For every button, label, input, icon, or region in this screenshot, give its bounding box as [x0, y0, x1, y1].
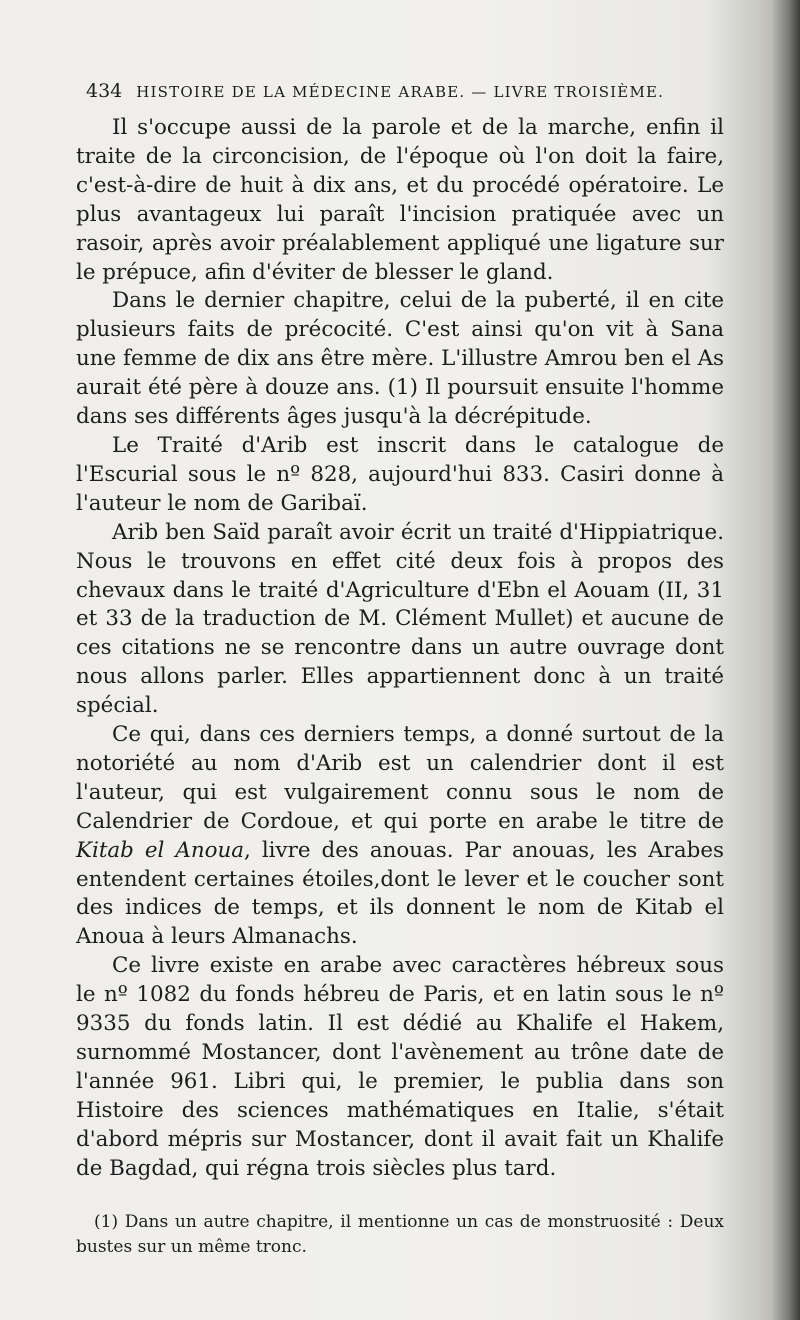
paragraph-3: Le Traité d'Arib est inscrit dans le catalogue de l'Escurial sous le nº 828, aujourd'hui 833. Casiri donne à l'auteur le nom de Garibaï. — [76, 432, 724, 516]
main-text — [76, 114, 724, 1184]
footnote-text: (1) Dans un autre chapitre, il mentionne un cas de monstruosité : Deux bustes sur un même tronc. — [76, 1212, 724, 1257]
paragraph-5-part-1: Ce qui, dans ces derniers temps, a donné surtout de la notoriété au nom d'Arib est un calendrier dont il est l'auteur, qui est vulgairement connu sous le nom de Calendrier de Cordoue, et qui porte en arabe le titre de — [76, 722, 724, 834]
paragraph-5-part-2: , livre des anouas. Par anouas, les Arabes entendent certaines étoiles,dont le lever et le coucher sont des indices de temps, et ils donnent le nom de Kitab el Anoua à leurs Almanachs. — [76, 837, 724, 950]
running-title: HISTOIRE DE LA MÉDECINE ARABE. — LIVRE TROISIÈME. — [136, 83, 665, 101]
paragraph-1: Il s'occupe aussi de la parole et de la marche, enfin il traite de la circoncision, de l'époque où l'on doit la faire, c'est-à-dire de huit à dix ans, et du procédé opératoire. Le plus avantageux lui paraît l'incision pratiquée avec un rasoir, après avoir préalablement appliqué une ligature sur le prépuce, afin d'éviter de blesser le gland. — [76, 115, 724, 285]
book-title-kitab-el-anoua: Kitab el Anoua — [76, 837, 245, 863]
footnote — [76, 1210, 724, 1260]
binding-shadow — [772, 0, 800, 1320]
paragraph-4: Arib ben Saïd paraît avoir écrit un traité d'Hippiatrique. Nous le trouvons en effet cité deux fois à propos des chevaux dans le traité d'Agriculture d'Ebn el Aouam (II, 31 et 33 de la traduction de M. Clément Mullet) et aucune de ces citations ne se rencontre dans un autre ouvrage dont nous allons parler. Elles appartiennent donc à un traité spécial. — [76, 519, 724, 719]
paragraph-2: Dans le dernier chapitre, celui de la puberté, il en cite plusieurs faits de précocité. C'est ainsi qu'on vit à Sana une femme de dix ans être mère. L'illustre Amrou ben el As aurait été père à douze ans. (1) Il poursuit ensuite l'homme dans ses différents âges jusqu'à la décrépitude. — [76, 288, 724, 430]
paragraph-6: Ce livre existe en arabe avec caractères hébreux sous le nº 1082 du fonds hébreu de Paris, et en latin sous le nº 9335 du fonds latin. Il est dédié au Khalife el Hakem, surnommé Mostancer, dont l'avènement au trône date de l'année 961. Libri qui, le premier, le publia dans son Histoire des sciences mathématiques en Italie, s'était d'abord mépris sur Mostancer, dont il avait fait un Khalife de Bagdad, qui régna trois siècles plus tard. — [76, 953, 724, 1181]
page-number: 434 — [86, 80, 123, 102]
running-header — [86, 80, 686, 102]
paragraph-5 — [76, 721, 724, 952]
